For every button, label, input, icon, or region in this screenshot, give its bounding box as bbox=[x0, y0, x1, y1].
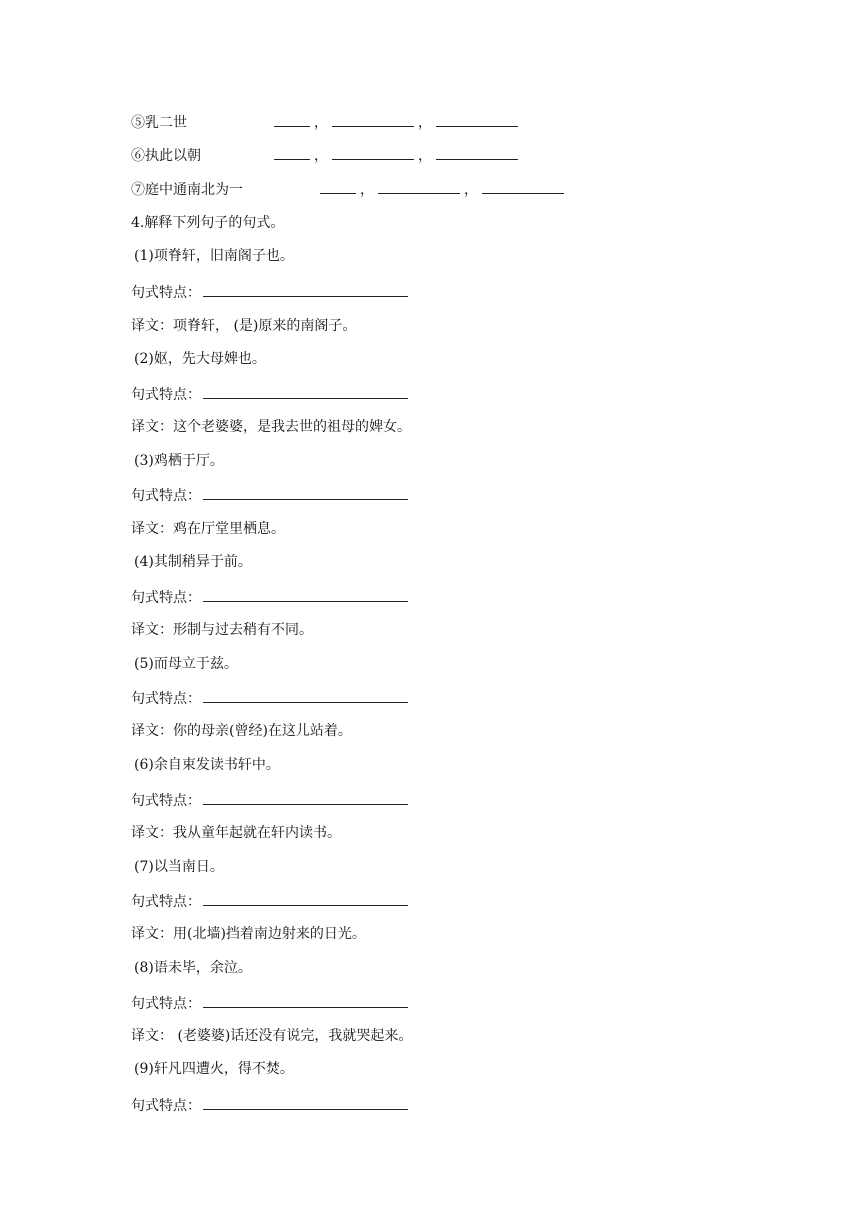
feature-row bbox=[131, 891, 408, 912]
sentence: (2)妪，先大母婢也。 bbox=[134, 351, 266, 367]
answer-line[interactable] bbox=[203, 587, 408, 602]
answer-blank[interactable] bbox=[436, 112, 518, 127]
vocab-term: ⑤乳二世 bbox=[131, 115, 187, 131]
feature-row bbox=[131, 688, 408, 709]
vocab-term: ⑥执此以朝 bbox=[131, 148, 201, 164]
comma: ， bbox=[418, 148, 432, 164]
comma: ， bbox=[464, 182, 478, 198]
comma: ， bbox=[314, 115, 328, 131]
feature-label: 句式特点： bbox=[131, 387, 201, 403]
comma: ， bbox=[360, 182, 374, 198]
answer-line[interactable] bbox=[203, 485, 408, 500]
feature-row bbox=[131, 384, 408, 405]
translation: 译文： (老婆婆)话还没有说完，我就哭起来。 bbox=[131, 1028, 413, 1044]
translation: 译文：我从童年起就在轩内读书。 bbox=[131, 825, 341, 841]
answer-blank[interactable] bbox=[332, 112, 414, 127]
translation: 译文：项脊轩， (是)原来的南阁子。 bbox=[131, 318, 357, 334]
answer-line[interactable] bbox=[203, 790, 408, 805]
answer-line[interactable] bbox=[203, 993, 408, 1008]
feature-row bbox=[131, 587, 408, 608]
answer-line[interactable] bbox=[203, 384, 408, 399]
feature-label: 句式特点： bbox=[131, 793, 201, 809]
feature-label: 句式特点： bbox=[131, 285, 201, 301]
feature-label: 句式特点： bbox=[131, 996, 201, 1012]
answer-line[interactable] bbox=[203, 282, 408, 297]
translation: 译文：鸡在厅堂里栖息。 bbox=[131, 521, 285, 537]
feature-label: 句式特点： bbox=[131, 1098, 201, 1114]
feature-label: 句式特点： bbox=[131, 894, 201, 910]
translation: 译文：这个老婆婆，是我去世的祖母的婢女。 bbox=[131, 419, 411, 435]
comma: ， bbox=[314, 148, 328, 164]
vocab-row bbox=[131, 179, 564, 200]
answer-blank[interactable] bbox=[274, 145, 310, 160]
answer-line[interactable] bbox=[203, 1095, 408, 1110]
sentence: (8)语未毕，余泣。 bbox=[134, 960, 252, 976]
sentence: (7)以当南日。 bbox=[134, 859, 224, 875]
answer-blank[interactable] bbox=[274, 112, 310, 127]
answer-line[interactable] bbox=[203, 688, 408, 703]
comma: ， bbox=[418, 115, 432, 131]
feature-row bbox=[131, 993, 408, 1014]
sentence: (6)余自束发读书轩中。 bbox=[134, 757, 280, 773]
translation: 译文：用(北墙)挡着南边射来的日光。 bbox=[131, 926, 366, 942]
answer-blank[interactable] bbox=[320, 179, 356, 194]
answer-line[interactable] bbox=[203, 891, 408, 906]
sentence: (9)轩凡四遭火，得不焚。 bbox=[134, 1061, 294, 1077]
feature-label: 句式特点： bbox=[131, 691, 201, 707]
sentence: (3)鸡栖于厅。 bbox=[134, 453, 224, 469]
answer-blank[interactable] bbox=[482, 179, 564, 194]
sentence: (1)项脊轩，旧南阁子也。 bbox=[134, 248, 294, 264]
feature-row bbox=[131, 790, 408, 811]
feature-label: 句式特点： bbox=[131, 590, 201, 606]
sentence: (4)其制稍异于前。 bbox=[134, 554, 252, 570]
answer-blank[interactable] bbox=[378, 179, 460, 194]
answer-blank[interactable] bbox=[436, 145, 518, 160]
translation: 译文：你的母亲(曾经)在这儿站着。 bbox=[131, 723, 352, 739]
vocab-row bbox=[131, 112, 518, 133]
question-heading: 4.解释下列句子的句式。 bbox=[131, 215, 285, 231]
sentence: (5)而母立于兹。 bbox=[134, 656, 238, 672]
feature-row bbox=[131, 282, 408, 303]
translation: 译文：形制与过去稍有不同。 bbox=[131, 622, 313, 638]
vocab-term: ⑦庭中通南北为一 bbox=[131, 182, 243, 198]
vocab-row bbox=[131, 145, 518, 166]
feature-row bbox=[131, 485, 408, 506]
answer-blank[interactable] bbox=[332, 145, 414, 160]
feature-label: 句式特点： bbox=[131, 488, 201, 504]
feature-row bbox=[131, 1095, 408, 1116]
